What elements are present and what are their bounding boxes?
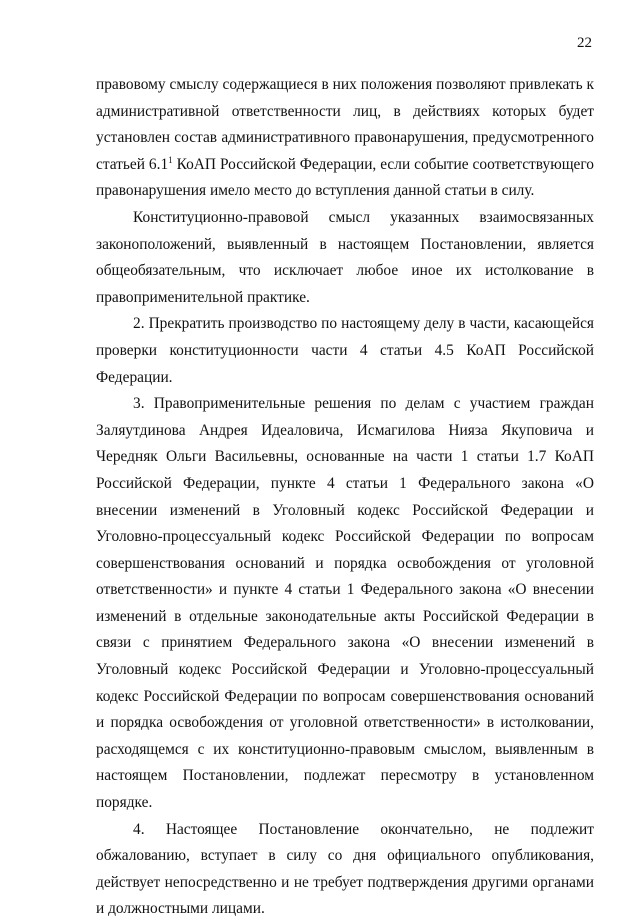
page-number: 22 [577, 35, 592, 51]
paragraph-item-2: 2. Прекратить производство по настоящему делу в части, касающейся проверки конституционности части 4 статьи 4.5 КоАП Российской Федерации. [96, 315, 594, 386]
paragraph-continuation [96, 72, 594, 205]
paragraph-item-3: 3. Правоприменительные решения по делам с участием граждан Заляутдинова Андрея Идеаловича, Исмагилова Нияза Якуповича и Чередняк Ольги Васильевны, основанные на части 1 статьи 1.7 КоАП Российской Федерации, пункте 4 статьи 1 Федерального закона «О внесении изменений в Уголовный кодекс Российской Федерации и Уголовно-процессуальный кодекс Российской Федерации по вопросам совершенствования оснований и порядка освобождения от уголовной ответственности» и пункте 4 статьи 1 Федерального закона «О внесении изменений в отдельные законодательные акты Российской Федерации в связи с принятием Федерального закона «О внесении изменений в Уголовный кодекс Российской Федерации и Уголовно-процессуальный кодекс Российской Федерации по вопросам совершенствования оснований и порядка освобождения от уголовной ответственности» в истолковании, расходящемся с их конституционно-правовым смыслом, выявленным в настоящем Постановлении, подлежат пересмотру в установленном порядке. [96, 395, 594, 812]
paragraph-text: правовому смыслу содержащиеся в них положения позволяют привлекать к административной ответственности лиц, в действиях которых будет установлен состав административного правонарушения, предусмотренного статьей 6.1 [96, 76, 594, 173]
paragraph-text: КоАП Российской Федерации, если событие соответствующего правонарушения имело место до вступления данной статьи в силу. [96, 155, 595, 200]
paragraph-constitutional-meaning: Конституционно-правовой смысл указанных взаимосвязанных законоположений, выявленный в настоящем Постановлении, является общеобязательным, что исключает любое иное их истолкование в правоприменительной практике. [96, 208, 594, 306]
document-body [96, 72, 594, 923]
paragraph-item-4: 4. Настоящее Постановление окончательно, не подлежит обжалованию, вступает в силу со дня официального опубликования, действует непосредственно и не требует подтверждения другими органами и должностными лицами. [96, 820, 594, 918]
superscript-footnote: 1 [168, 154, 173, 165]
